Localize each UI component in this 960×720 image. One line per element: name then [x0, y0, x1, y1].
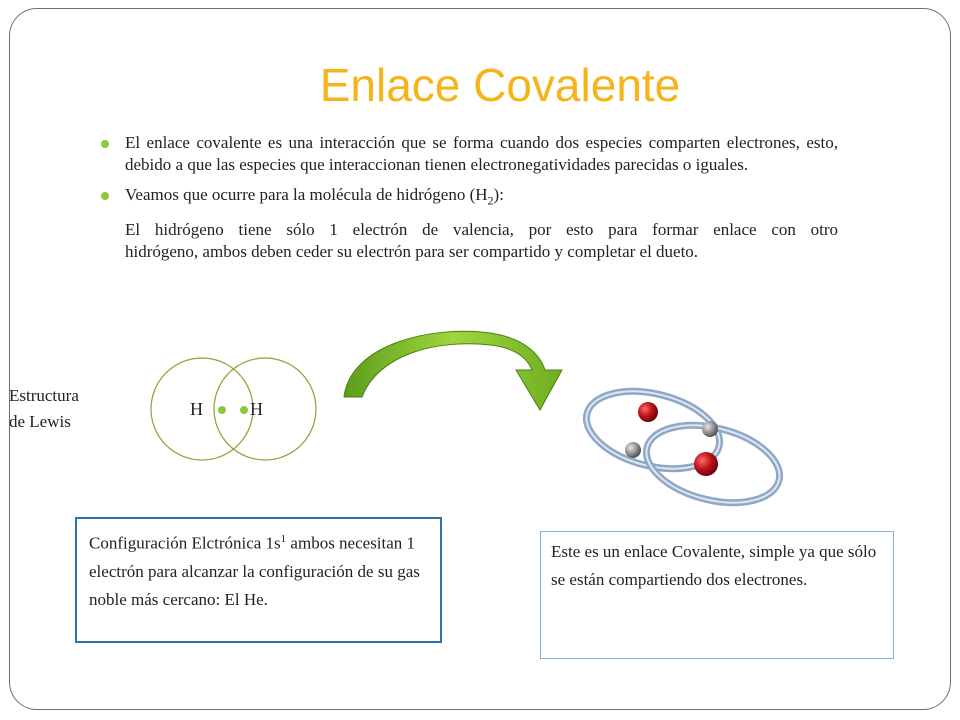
- nucleus-upper: [638, 402, 658, 422]
- lewis-label-line-2: de Lewis: [9, 412, 71, 431]
- shared-electron-left: [625, 442, 641, 458]
- bullet-text-after: ):: [493, 185, 504, 204]
- bullet-text-before: Veamos que ocurre para la molécula de hidrógeno (H: [125, 185, 488, 204]
- right-atom-circle: [214, 358, 316, 460]
- electron-dot-left: [218, 406, 226, 414]
- config-superscript: 1: [280, 533, 287, 545]
- bond-box-text: Este es un enlace Covalente, simple ya que sólo se están compartiendo dos electrones.: [551, 542, 877, 589]
- lewis-atom-left: H: [190, 399, 203, 419]
- electron-dot-right: [240, 406, 248, 414]
- configuration-box: [75, 517, 442, 643]
- bullet-text: El enlace covalente es una interacción que se forma cuando dos especies comparten electrones, esto, debido a que las especies que interaccionan tienen electronegatividades parecidas o iguales.: [125, 133, 838, 174]
- lewis-diagram: [148, 355, 323, 463]
- covalent-bond-box: [540, 531, 894, 659]
- explanation-paragraph: [100, 219, 838, 263]
- lewis-label-line-1: Estructura: [9, 386, 79, 405]
- shared-electron-right: [702, 421, 718, 437]
- config-text-before: Configuración Elctrónica 1s: [89, 533, 281, 553]
- paragraph-line-2: hidrógeno, ambos deben ceder su electrón para ser compartido y completar el dueto.: [125, 242, 699, 262]
- bullet-dot-icon: [101, 140, 109, 148]
- nucleus-lower: [694, 452, 718, 476]
- paragraph-line-1: El hidrógeno tiene sólo 1 electrón de valencia, por esto para formar enlace con otro: [125, 220, 838, 240]
- config-text-after: ambos necesitan 1 electrón para alcanzar la configuración de su gas noble más cercano: El He.: [89, 533, 420, 609]
- slide-body: [100, 132, 838, 263]
- bullet-item: [100, 132, 838, 176]
- slide-title: Enlace Covalente: [319, 59, 681, 111]
- lewis-atom-right: H: [250, 399, 263, 419]
- lewis-structure-label: [9, 383, 79, 435]
- hydrogen-molecule-image: [573, 372, 793, 522]
- bullet-dot-icon: [101, 192, 109, 200]
- bullet-subscript: 2: [487, 193, 494, 208]
- curved-arrow-icon: [340, 325, 580, 415]
- bullet-item: [100, 184, 838, 211]
